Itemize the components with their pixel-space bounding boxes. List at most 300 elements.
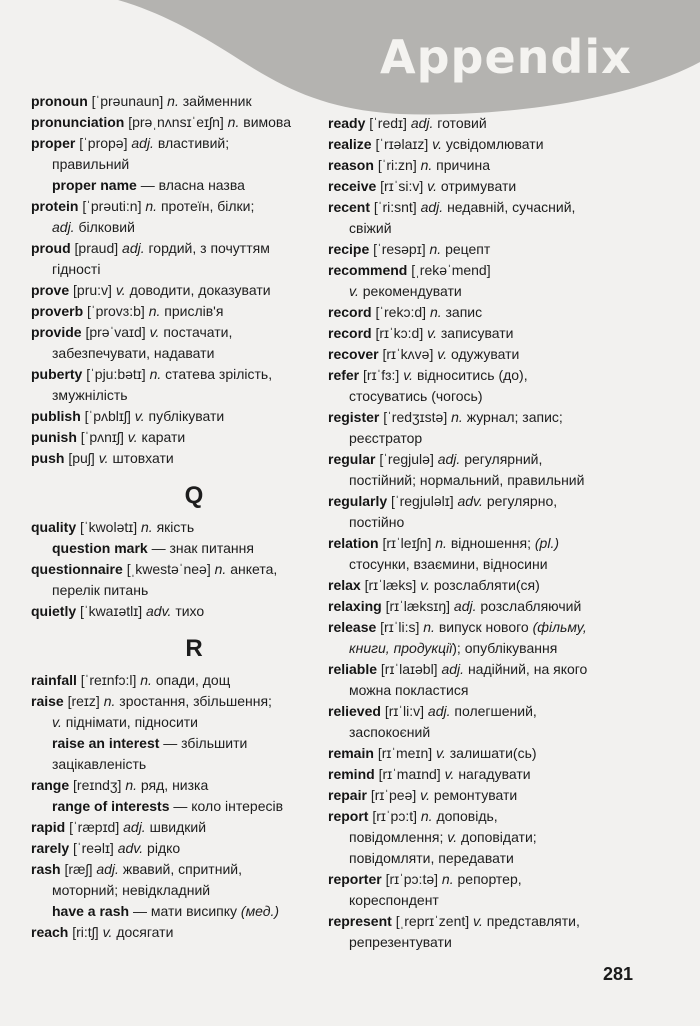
- transcription: [ˈpʌnɪʃ]: [80, 429, 124, 445]
- translation: рецепт: [445, 241, 491, 257]
- entry-line: [328, 890, 628, 911]
- dictionary-entry: [328, 491, 628, 533]
- entry-line: [31, 196, 321, 217]
- part-of-speech: n.: [167, 93, 179, 109]
- headword: recent: [328, 199, 371, 215]
- dictionary-entry: [31, 796, 321, 817]
- section-letter: R: [185, 635, 203, 662]
- part-of-speech: v.: [149, 324, 160, 340]
- part-of-speech: adv.: [457, 493, 483, 509]
- headword: reason: [328, 157, 374, 173]
- transcription: [rɪˈli:v]: [384, 703, 425, 719]
- dictionary-entry: [328, 617, 628, 659]
- entry-line: [328, 806, 628, 827]
- entry-line: [31, 796, 321, 817]
- part-of-speech: v.: [473, 913, 483, 929]
- translation: повідомляти, передавати: [349, 850, 514, 866]
- part-of-speech: n.: [125, 777, 138, 793]
- entry-line: [31, 775, 321, 796]
- dictionary-entry: [31, 196, 321, 238]
- part-of-speech: v.: [403, 367, 414, 383]
- translation: надійний, на якого: [467, 661, 588, 677]
- entry-line: [31, 880, 321, 901]
- part-of-speech: adj.: [420, 199, 444, 215]
- dictionary-entry: [31, 427, 321, 448]
- entry-line: [31, 838, 321, 859]
- transcription: [rɪˈmeɪn]: [377, 745, 433, 761]
- dictionary-entry: [328, 344, 628, 365]
- part-of-speech: adv.: [117, 840, 144, 856]
- entry-line: [328, 701, 628, 722]
- transcription: [ˈri:zn]: [377, 157, 417, 173]
- part-of-speech: v.: [427, 325, 437, 341]
- translation: рекомендувати: [362, 283, 462, 299]
- part-of-speech: n.: [140, 672, 152, 688]
- transcription: [rɪˈli:s]: [380, 619, 420, 635]
- translation: журнал; запис;: [466, 409, 563, 425]
- translation: постачати,: [163, 324, 233, 340]
- transcription: [rɪˈpeə]: [370, 787, 417, 803]
- dictionary-entry: [31, 91, 321, 112]
- headword: reliable: [328, 661, 378, 677]
- translation: постійно: [349, 514, 405, 530]
- translation: ремонтувати: [433, 787, 518, 803]
- dictionary-entry: [31, 238, 321, 280]
- headword: relax: [328, 577, 361, 593]
- part-of-speech: v.: [134, 408, 145, 424]
- headword: reporter: [328, 871, 382, 887]
- entry-line: [328, 407, 628, 428]
- part-of-speech: adj.: [52, 219, 75, 235]
- headword: refer: [328, 367, 360, 383]
- part-of-speech: v.: [436, 745, 446, 761]
- dictionary-entry: [31, 517, 321, 538]
- dictionary-entry: [328, 785, 628, 806]
- part-of-speech: v.: [447, 829, 458, 845]
- transcription: [ˈregjulə]: [379, 451, 434, 467]
- transcription: [ˌreprɪˈzent]: [395, 913, 470, 929]
- dictionary-entry: [31, 112, 321, 133]
- entry-line: [328, 575, 628, 596]
- translation: — знак питання: [151, 540, 254, 556]
- headword: record: [328, 304, 372, 320]
- dictionary-entry: [328, 365, 628, 407]
- dictionary-entry: [31, 301, 321, 322]
- headword: recipe: [328, 241, 370, 257]
- headword: quietly: [31, 603, 77, 619]
- entry-line: [31, 601, 321, 622]
- entry-line: [328, 827, 628, 848]
- translation: отримувати: [440, 178, 517, 194]
- translation: зацікавленість: [52, 756, 147, 772]
- translation: повідомлення;: [349, 829, 444, 845]
- headword: recover: [328, 346, 379, 362]
- part-of-speech: v.: [349, 283, 359, 299]
- headword: punish: [31, 429, 77, 445]
- part-of-speech: adj.: [410, 115, 434, 131]
- entry-line: [31, 691, 321, 712]
- transcription: [praud]: [74, 240, 119, 256]
- part-of-speech: adj.: [437, 451, 461, 467]
- part-of-speech: n.: [141, 519, 153, 535]
- headword: proper: [31, 135, 76, 151]
- dictionary-entry: [328, 449, 628, 491]
- headword: ready: [328, 115, 366, 131]
- translation: анкета,: [230, 561, 278, 577]
- transcription: [rɪˈleɪʃn]: [382, 535, 432, 551]
- dictionary-entry: [328, 260, 628, 302]
- translation: заспокоєний: [349, 724, 431, 740]
- left-column: [31, 91, 321, 943]
- dictionary-entry: [328, 575, 628, 596]
- entry-line: [328, 911, 628, 932]
- entry-line: [31, 922, 321, 943]
- part-of-speech: n.: [435, 535, 447, 551]
- part-of-speech: n.: [227, 114, 240, 130]
- headword: relaxing: [328, 598, 382, 614]
- entry-line: [328, 638, 628, 659]
- entry-line: [31, 385, 321, 406]
- part-of-speech: n.: [420, 808, 433, 824]
- entry-line: [328, 449, 628, 470]
- entry-line: [328, 176, 628, 197]
- entry-line: [328, 869, 628, 890]
- headword: range of interests: [52, 798, 170, 814]
- dictionary-entry: [31, 859, 321, 901]
- translation: доповідати;: [461, 829, 537, 845]
- transcription: [ˈregjuləlɪ]: [391, 493, 454, 509]
- translation: репортер,: [457, 871, 522, 887]
- translation: усвідомлювати: [445, 136, 544, 152]
- entry-line: [31, 154, 321, 175]
- entry-line: [31, 712, 321, 733]
- headword: relieved: [328, 703, 381, 719]
- translation: — збільшити: [163, 735, 248, 751]
- dictionary-entry: [31, 175, 321, 196]
- entry-line: [31, 733, 321, 754]
- translation: жвавий, спритний,: [122, 861, 242, 877]
- part-of-speech: n.: [214, 561, 227, 577]
- entry-line: [328, 491, 628, 512]
- dictionary-entry: [31, 601, 321, 622]
- part-of-speech: n.: [148, 303, 161, 319]
- entry-line: [328, 617, 628, 638]
- headword: rarely: [31, 840, 70, 856]
- translation: випуск нового: [438, 619, 529, 635]
- translation: статева зрілість,: [165, 366, 273, 382]
- headword: reach: [31, 924, 69, 940]
- usage-note: (фільму,: [532, 619, 587, 635]
- entry-line: [328, 281, 628, 302]
- transcription: [ˈreɪnfɔ:l]: [80, 672, 137, 688]
- translation: постійний; нормальний, правильний: [349, 472, 585, 488]
- transcription: [puʃ]: [68, 450, 95, 466]
- translation: можна покластися: [349, 682, 469, 698]
- translation: властивий;: [157, 135, 230, 151]
- translation: публікувати: [148, 408, 225, 424]
- entry-line: [328, 386, 628, 407]
- usage-note: (мед.): [240, 903, 280, 919]
- part-of-speech: v.: [52, 714, 62, 730]
- dictionary-entry: [328, 701, 628, 743]
- entry-line: [31, 133, 321, 154]
- dictionary-entry: [328, 764, 628, 785]
- part-of-speech: adj.: [427, 703, 451, 719]
- transcription: [ˈreəlɪ]: [73, 840, 114, 856]
- translation: перелік питань: [52, 582, 149, 598]
- entry-line: [31, 91, 321, 112]
- part-of-speech: n.: [420, 157, 433, 173]
- entry-line: [328, 722, 628, 743]
- transcription: [ˈrekɔ:d]: [375, 304, 427, 320]
- entry-line: [328, 659, 628, 680]
- dictionary-entry: [328, 533, 628, 575]
- entry-line: [31, 559, 321, 580]
- translation: стосунки, взаємини, відносини: [349, 556, 548, 572]
- headword: realize: [328, 136, 372, 152]
- entry-line: [328, 785, 628, 806]
- headword: pronunciation: [31, 114, 125, 130]
- translation: готовий: [437, 115, 487, 131]
- part-of-speech: adj.: [131, 135, 154, 151]
- dictionary-entry: [31, 559, 321, 601]
- part-of-speech: v.: [444, 766, 455, 782]
- transcription: [rɪˈsi:v]: [380, 178, 424, 194]
- entry-line: [328, 197, 628, 218]
- transcription: [rɪˈpɔ:tə]: [385, 871, 439, 887]
- transcription: [reɪz]: [67, 693, 100, 709]
- translation: запис: [445, 304, 483, 320]
- headword: protein: [31, 198, 79, 214]
- transcription: [rɪˈlæks]: [364, 577, 417, 593]
- entry-line: [31, 322, 321, 343]
- entry-line: [31, 817, 321, 838]
- transcription: [prəˈvaɪd]: [85, 324, 146, 340]
- headword: register: [328, 409, 380, 425]
- headword: question mark: [52, 540, 148, 556]
- translation: відношення;: [450, 535, 531, 551]
- entry-line: [31, 427, 321, 448]
- transcription: [ˌkwestəˈneə]: [126, 561, 211, 577]
- transcription: [ˈprovɜ:b]: [87, 303, 145, 319]
- translation: репрезентувати: [349, 934, 452, 950]
- headword: range: [31, 777, 70, 793]
- translation: змужнілість: [52, 387, 128, 403]
- part-of-speech: adv.: [146, 603, 172, 619]
- translation: причина: [436, 157, 490, 173]
- entry-line: [328, 533, 628, 554]
- entry-line: [31, 670, 321, 691]
- entry-line: [328, 512, 628, 533]
- entry-line: [31, 859, 321, 880]
- part-of-speech: n.: [451, 409, 463, 425]
- dictionary-entry: [328, 113, 628, 134]
- translation: ); опублікування: [452, 640, 558, 656]
- entry-line: [328, 155, 628, 176]
- translation: займенник: [182, 93, 252, 109]
- entry-line: [31, 301, 321, 322]
- dictionary-entry: [31, 691, 321, 733]
- headword: publish: [31, 408, 81, 424]
- transcription: [ˈresəpɪ]: [373, 241, 426, 257]
- part-of-speech: n.: [145, 198, 158, 214]
- headword: questionnaire: [31, 561, 123, 577]
- dictionary-entry: [31, 448, 321, 469]
- headword: represent: [328, 913, 392, 929]
- translation: — коло інтересів: [173, 798, 284, 814]
- translation: стосуватись (чогось): [349, 388, 483, 404]
- usage-note: (pl.): [534, 535, 560, 551]
- translation: якість: [156, 519, 195, 535]
- transcription: [pru:v]: [73, 282, 112, 298]
- translation: залишати(сь): [449, 745, 537, 761]
- headword: proud: [31, 240, 71, 256]
- headword: regular: [328, 451, 376, 467]
- entry-line: [328, 428, 628, 449]
- entry-line: [31, 901, 321, 922]
- dictionary-entry: [328, 869, 628, 911]
- part-of-speech: n.: [429, 304, 442, 320]
- entry-line: [31, 238, 321, 259]
- headword: rainfall: [31, 672, 77, 688]
- dictionary-entry: [31, 775, 321, 796]
- appendix-title: Appendix: [380, 30, 632, 84]
- translation: білковий: [78, 219, 135, 235]
- transcription: [ˌrekəˈmend]: [411, 262, 491, 278]
- part-of-speech: v.: [102, 924, 113, 940]
- headword: recommend: [328, 262, 408, 278]
- transcription: [ˈri:snt]: [373, 199, 417, 215]
- part-of-speech: n.: [149, 366, 162, 382]
- transcription: [ˈpropə]: [79, 135, 128, 151]
- entry-line: [31, 406, 321, 427]
- part-of-speech: n.: [441, 871, 454, 887]
- headword: repair: [328, 787, 367, 803]
- part-of-speech: n.: [429, 241, 442, 257]
- translation: представляти,: [486, 913, 580, 929]
- entry-line: [328, 365, 628, 386]
- part-of-speech: n.: [103, 693, 116, 709]
- translation: записувати: [440, 325, 514, 341]
- entry-line: [31, 364, 321, 385]
- entry-line: [328, 680, 628, 701]
- dictionary-entry: [328, 407, 628, 449]
- part-of-speech: adj.: [441, 661, 465, 677]
- transcription: [ˈrɪəlaɪz]: [375, 136, 429, 152]
- headword: quality: [31, 519, 77, 535]
- dictionary-entry: [31, 280, 321, 301]
- headword: have a rash: [52, 903, 130, 919]
- usage-note: книги, продукції: [349, 640, 453, 656]
- dictionary-entry: [31, 133, 321, 175]
- transcription: [rɪˈkɔ:d]: [375, 325, 424, 341]
- translation: — мати висипку: [132, 903, 238, 919]
- entry-line: [328, 260, 628, 281]
- headword: relation: [328, 535, 379, 551]
- entry-line: [328, 554, 628, 575]
- translation: піднімати, підносити: [65, 714, 198, 730]
- entry-line: [328, 743, 628, 764]
- dictionary-entry: [328, 239, 628, 260]
- translation: забезпечувати, надавати: [52, 345, 215, 361]
- dictionary-entry: [31, 406, 321, 427]
- entry-line: [328, 302, 628, 323]
- translation: недавній, сучасний,: [447, 199, 576, 215]
- part-of-speech: v.: [98, 450, 109, 466]
- headword: proper name: [52, 177, 137, 193]
- translation: тихо: [175, 603, 205, 619]
- dictionary-entry: [31, 733, 321, 775]
- dictionary-entry: [328, 323, 628, 344]
- transcription: [rɪˈfɜ:]: [363, 367, 400, 383]
- entry-line: [328, 218, 628, 239]
- translation: протеїн, білки;: [160, 198, 255, 214]
- translation: розслабляти(ся): [433, 577, 540, 593]
- transcription: [reɪndʒ]: [73, 777, 122, 793]
- entry-line: [31, 343, 321, 364]
- transcription: [ˈredʒɪstə]: [383, 409, 448, 425]
- headword: prove: [31, 282, 70, 298]
- entry-line: [31, 175, 321, 196]
- entry-line: [31, 259, 321, 280]
- headword: raise an interest: [52, 735, 160, 751]
- headword: receive: [328, 178, 377, 194]
- entry-line: [328, 344, 628, 365]
- entry-line: [31, 448, 321, 469]
- part-of-speech: n.: [423, 619, 435, 635]
- translation: — власна назва: [140, 177, 245, 193]
- dictionary-entry: [31, 538, 321, 559]
- headword: rapid: [31, 819, 66, 835]
- transcription: [rɪˈlæksɪŋ]: [385, 598, 451, 614]
- part-of-speech: v.: [420, 577, 430, 593]
- part-of-speech: v.: [420, 787, 431, 803]
- translation: гордий, з почуттям: [148, 240, 270, 256]
- entry-line: [328, 239, 628, 260]
- dictionary-entry: [31, 901, 321, 922]
- headword: pronoun: [31, 93, 88, 109]
- entry-line: [31, 580, 321, 601]
- translation: одужувати: [451, 346, 520, 362]
- entry-line: [31, 217, 321, 238]
- dictionary-entry: [31, 838, 321, 859]
- right-column: [328, 113, 628, 953]
- entry-line: [31, 112, 321, 133]
- entry-line: [328, 470, 628, 491]
- translation: прислів'я: [164, 303, 224, 319]
- dictionary-entry: [31, 364, 321, 406]
- headword: release: [328, 619, 377, 635]
- transcription: [rɪˈkʌvə]: [382, 346, 434, 362]
- translation: полегшений,: [454, 703, 537, 719]
- translation: свіжий: [349, 220, 392, 236]
- translation: зростання, збільшення;: [119, 693, 272, 709]
- translation: ряд, низка: [140, 777, 209, 793]
- dictionary-entry: [328, 743, 628, 764]
- part-of-speech: adj.: [123, 819, 146, 835]
- transcription: [ˈredɪ]: [369, 115, 407, 131]
- headword: raise: [31, 693, 64, 709]
- entry-line: [31, 280, 321, 301]
- entry-line: [328, 113, 628, 134]
- dictionary-entry: [31, 922, 321, 943]
- entry-line: [328, 134, 628, 155]
- dictionary-entry: [328, 176, 628, 197]
- headword: proverb: [31, 303, 84, 319]
- dictionary-entry: [328, 806, 628, 869]
- translation: регулярно,: [486, 493, 558, 509]
- translation: вимова: [243, 114, 291, 130]
